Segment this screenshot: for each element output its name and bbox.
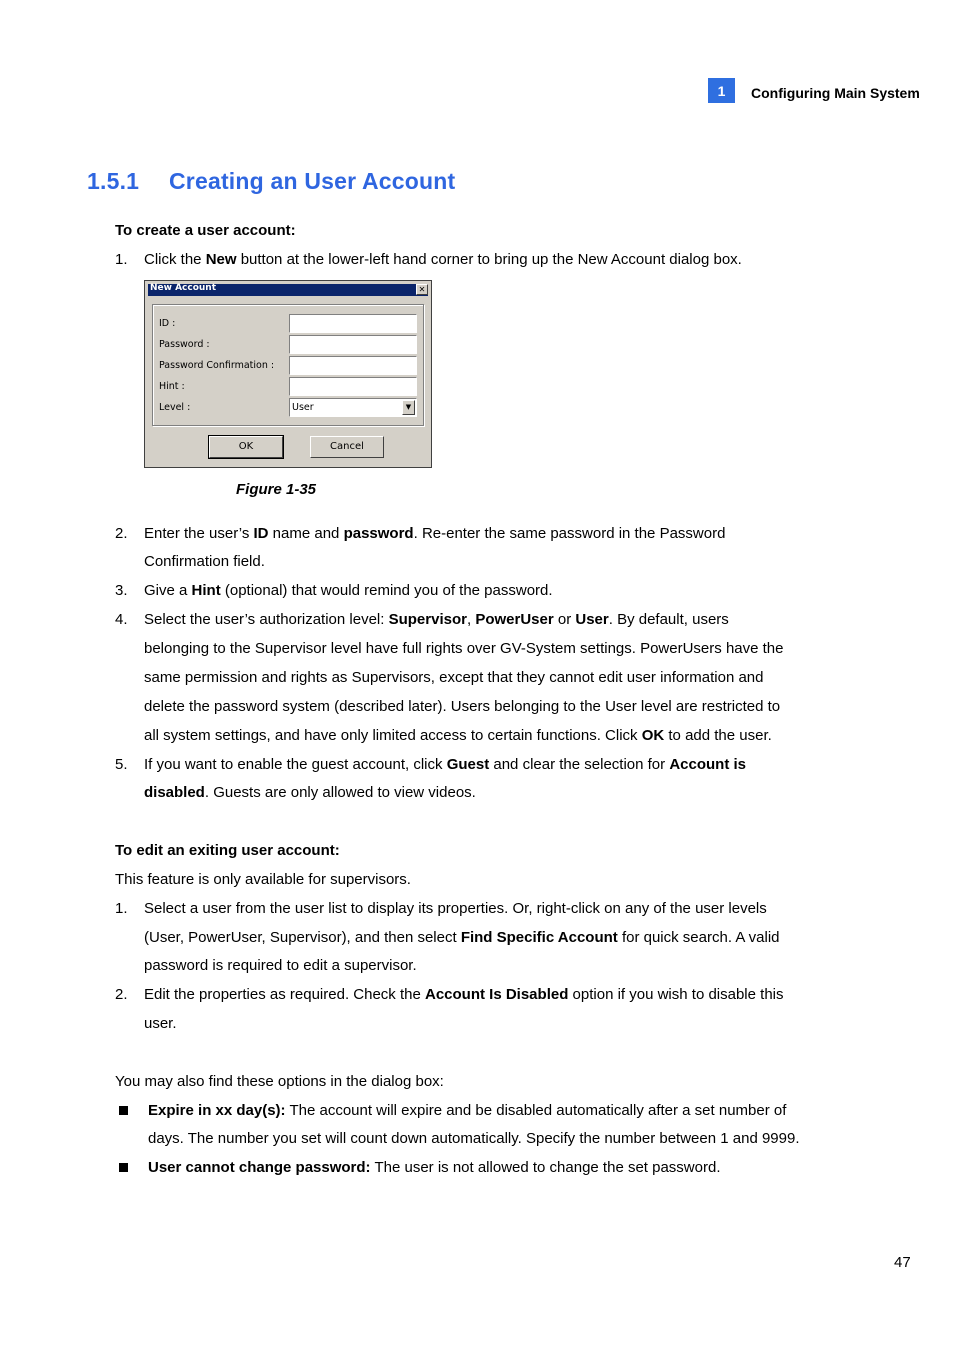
text-bold: New [205, 251, 237, 268]
id-field[interactable] [289, 314, 417, 333]
options-intro: You may also find these options in the dialog box: [115, 1073, 444, 1090]
text-run: or [553, 611, 576, 628]
option-text [148, 1159, 721, 1176]
step-number: 5. [115, 756, 128, 773]
text-run: option if you wish to disable this [568, 986, 784, 1003]
step-text [144, 929, 780, 946]
step-text [144, 251, 742, 268]
text-bold: Guest [446, 756, 490, 773]
text-bold: User cannot change password: [148, 1159, 371, 1176]
text-bold: disabled [144, 784, 205, 801]
bullet-square-icon [119, 1106, 128, 1115]
step-text: user. [144, 1015, 177, 1032]
dialog-titlebar[interactable] [148, 284, 428, 296]
password-confirmation-field[interactable] [289, 356, 417, 375]
step-text: Select a user from the user list to display its properties. Or, right-click on any of the user levels [144, 900, 767, 917]
text-run: to add the user. [664, 727, 772, 744]
step-text: delete the password system (described later). Users belonging to the User level are restricted to [144, 698, 781, 715]
text-bold: password [343, 525, 414, 542]
text-bold: Hint [191, 582, 221, 599]
text-run: all system settings, and have only limited access to certain functions. Click [144, 727, 642, 744]
text-run: (optional) that would remind you of the password. [220, 582, 553, 599]
password-confirmation-label: Password Confirmation : [159, 360, 275, 371]
text-run: button at the lower-left hand corner to bring up the New Account dialog box. [236, 251, 742, 268]
text-bold: OK [641, 727, 665, 744]
text-run: Edit the properties as required. Check the [144, 986, 425, 1003]
text-run: Enter the user’s [144, 525, 254, 542]
step-text [144, 727, 772, 744]
new-account-dialog [144, 280, 432, 468]
step-text: same permission and rights as Supervisors, except that they cannot edit user information and [144, 669, 764, 686]
text-bold: Find Specific Account [460, 929, 618, 946]
option-text: days. The number you set will count down automatically. Specify the number between 1 and 9999. [148, 1130, 800, 1147]
edit-intro: This feature is only available for supervisors. [115, 871, 411, 888]
step-text [144, 611, 729, 628]
text-bold: User [575, 611, 609, 628]
text-run: . By default, users [608, 611, 729, 628]
step-number: 3. [115, 582, 128, 599]
section-title [87, 168, 455, 195]
id-label: ID : [159, 318, 176, 329]
step-text: password is required to edit a supervisor. [144, 957, 417, 974]
step-text [144, 756, 746, 773]
text-run: Give a [144, 582, 192, 599]
text-run: name and [268, 525, 344, 542]
step-text: belonging to the Supervisor level have full rights over GV-System settings. PowerUsers have the [144, 640, 784, 657]
text-bold: Expire in xx day(s): [148, 1102, 286, 1119]
text-bold: Account Is Disabled [425, 986, 569, 1003]
create-heading: To create a user account: [115, 222, 296, 239]
text-bold: Supervisor [388, 611, 467, 628]
text-bold: ID [253, 525, 269, 542]
step-text: Confirmation field. [144, 553, 265, 570]
text-run: The account will expire and be disabled automatically after a set number of [285, 1102, 787, 1119]
text-run: . Re-enter the same password in the Password [413, 525, 726, 542]
step-text [144, 525, 725, 542]
text-run: and clear the selection for [489, 756, 670, 773]
text-run: Select the user’s authorization level: [144, 611, 389, 628]
level-label: Level : [159, 402, 191, 413]
text-run: . Guests are only allowed to view videos. [204, 784, 476, 801]
level-select[interactable] [289, 398, 417, 417]
figure-caption: Figure 1-35 [236, 481, 317, 498]
chapter-title: Configuring Main System [751, 85, 920, 101]
text-bold: Account is [669, 756, 746, 773]
hint-field[interactable] [289, 377, 417, 396]
password-field[interactable] [289, 335, 417, 354]
chapter-badge: 1 [708, 78, 735, 103]
step-number: 1. [115, 251, 128, 268]
page-number: 47 [894, 1254, 911, 1271]
step-number: 2. [115, 986, 128, 1003]
step-text [144, 986, 784, 1003]
edit-heading: To edit an exiting user account: [115, 842, 340, 859]
option-text [148, 1102, 786, 1119]
password-label: Password : [159, 339, 210, 350]
text-run: The user is not allowed to change the set password. [370, 1159, 721, 1176]
dialog-title: New Account [150, 283, 217, 293]
cancel-button[interactable]: Cancel [310, 436, 384, 458]
chevron-down-icon[interactable]: ▼ [402, 400, 415, 415]
text-run: Click the [144, 251, 206, 268]
text-run: for quick search. A valid [617, 929, 780, 946]
section-title-text: Creating an User Account [169, 168, 456, 194]
text-run: If you want to enable the guest account, click [144, 756, 447, 773]
level-selected-value: User [292, 402, 314, 413]
step-text [144, 784, 476, 801]
text-run: (User, PowerUser, Supervisor), and then select [144, 929, 461, 946]
close-icon[interactable]: ✕ [416, 284, 428, 295]
hint-label: Hint : [159, 381, 185, 392]
text-bold: PowerUser [475, 611, 554, 628]
step-text [144, 582, 553, 599]
ok-button[interactable]: OK [209, 436, 283, 458]
section-number: 1.5.1 [87, 168, 140, 194]
step-number: 1. [115, 900, 128, 917]
bullet-square-icon [119, 1163, 128, 1172]
account-fields-group [152, 304, 424, 426]
step-number: 4. [115, 611, 128, 628]
step-number: 2. [115, 525, 128, 542]
text-run: , [466, 611, 476, 628]
